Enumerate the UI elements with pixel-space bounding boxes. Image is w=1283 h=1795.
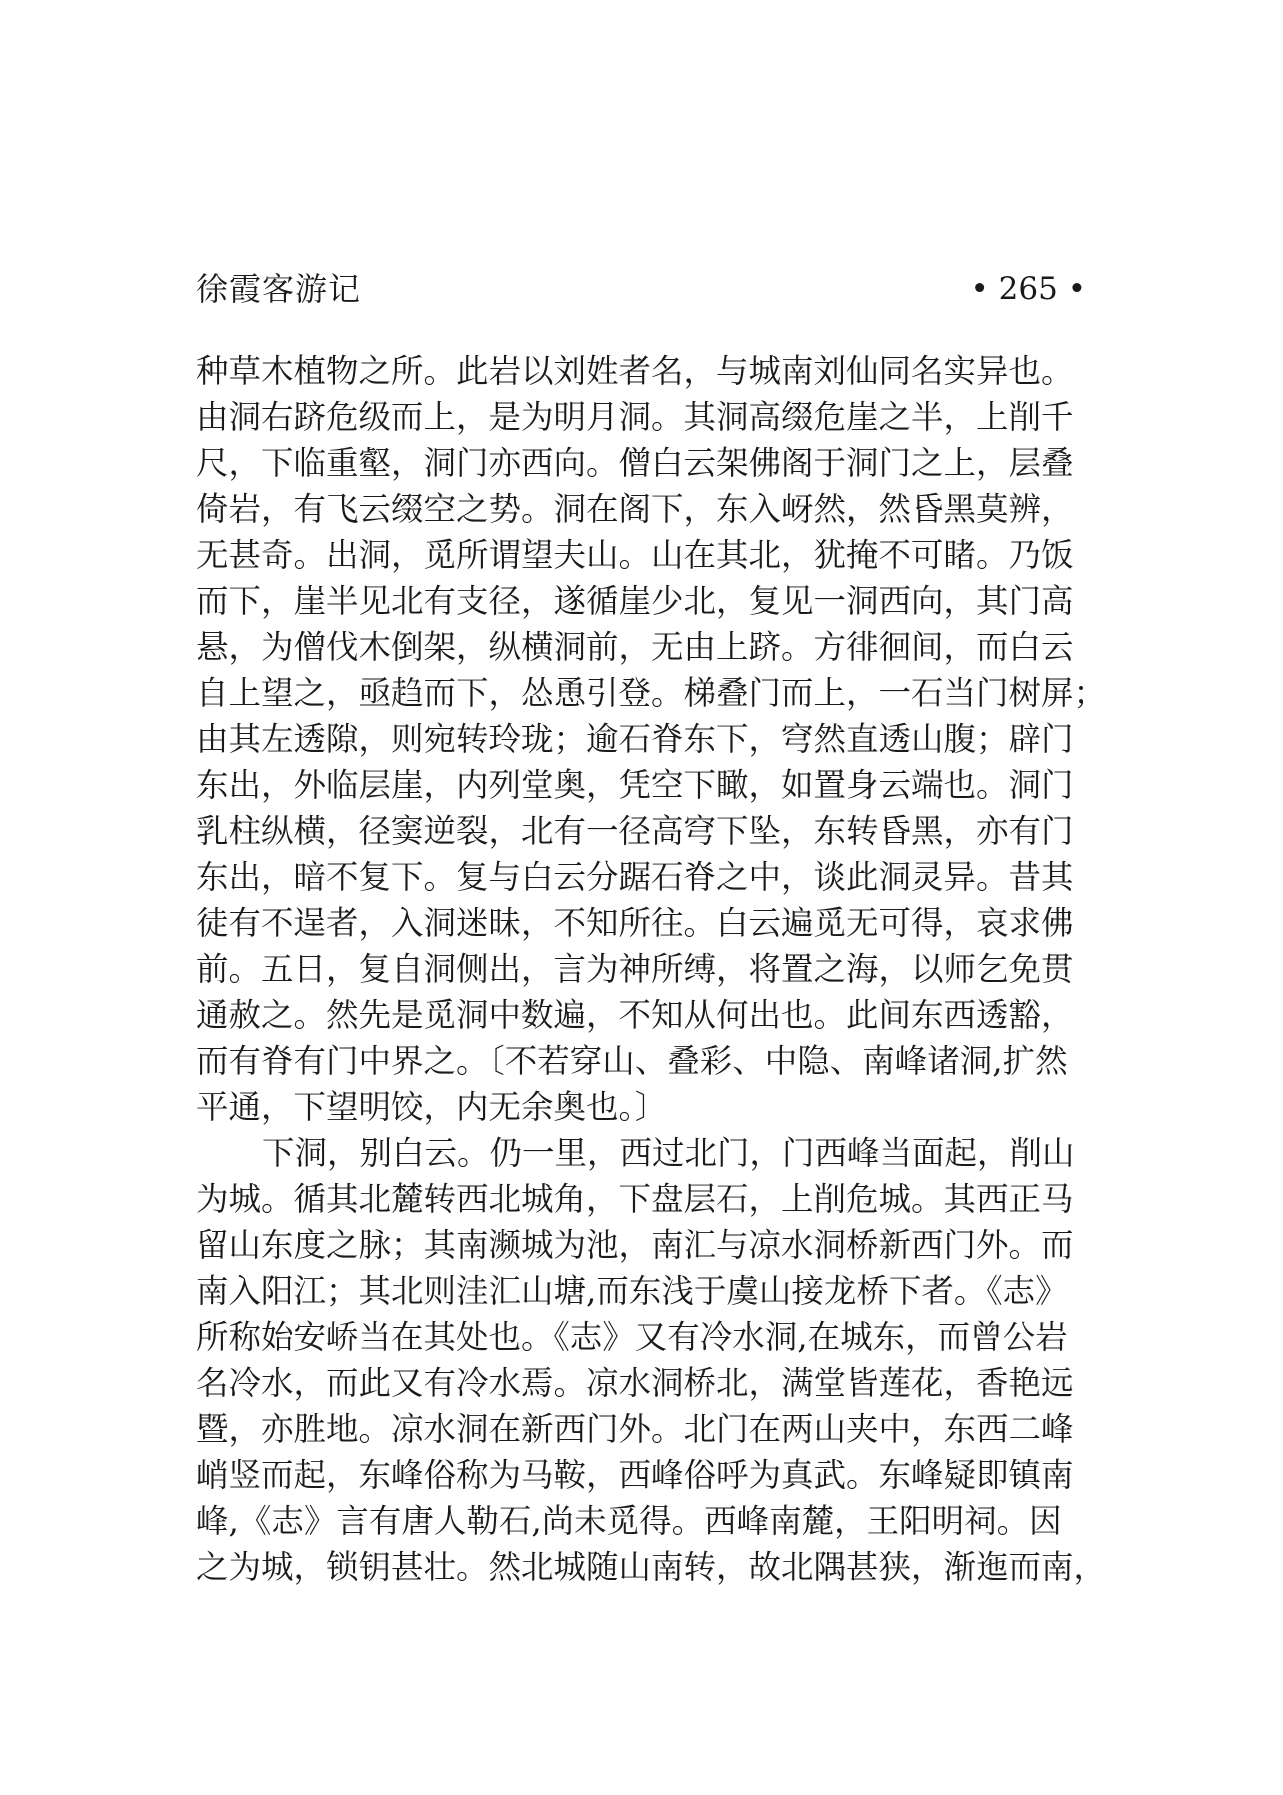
text-line: 峭竖而起，东峰俗称为马鞍，西峰俗呼为真武。东峰疑即镇南 (196, 1456, 1074, 1494)
running-head (196, 264, 1086, 314)
text-line: 尺，下临重壑，洞门亦西向。僧白云架佛阁于洞门之上，层叠 (196, 444, 1074, 482)
text-line: 峰,《志》言有唐人勒石,尚未觅得。西峰南麓，王阳明祠。因 (196, 1502, 1062, 1540)
text-line: 名冷水，而此又有冷水焉。凉水洞桥北，满堂皆莲花，香艳远 (196, 1364, 1074, 1402)
text-line: 所称始安峤当在其处也。《志》又有冷水洞,在城东，而曾公岩 (196, 1318, 1068, 1356)
text-line: 种草木植物之所。此岩以刘姓者名，与城南刘仙同名实异也。 (196, 352, 1074, 390)
text-line: 平通，下望明饺，内无余奥也。〕 (196, 1088, 668, 1126)
text-line: 无甚奇。出洞，觅所谓望夫山。山在其北，犹掩不可睹。乃饭 (196, 536, 1074, 574)
text-line: 留山东度之脉；其南濒城为池，南汇与凉水洞桥新西门外。而 (196, 1226, 1074, 1264)
text-line: 而下，崖半见北有支径，遂循崖少北，复见一洞西向，其门高 (196, 582, 1074, 620)
book-title: 徐霞客游记 (196, 270, 362, 308)
paragraph-first-line: 下洞，别白云。仍一里，西过北门，门西峰当面起，削山 (262, 1134, 1075, 1172)
text-line: 暨，亦胜地。凉水洞在新西门外。北门在两山夹中，东西二峰 (196, 1410, 1074, 1448)
page-number: • 265 • (970, 271, 1086, 307)
text-line: 由其左透隙，则宛转玲珑；逾石脊东下，穹然直透山腹；辟门 (196, 720, 1074, 758)
text-line: 东出，外临层崖，内列堂奥，凭空下瞰，如置身云端也。洞门 (196, 766, 1074, 804)
text-line: 之为城，锁钥甚壮。然北城随山南转，故北隅甚狭，渐迤而南， (196, 1548, 1107, 1586)
text-line: 悬，为僧伐木倒架，纵横洞前，无由上跻。方徘徊间，而白云 (196, 628, 1074, 666)
text-line: 前。五日，复自洞侧出，言为神所缚，将置之海，以师乞免贯 (196, 950, 1074, 988)
text-line: 徒有不逞者，入洞迷昧，不知所往。白云遍觅无可得，哀求佛 (196, 904, 1074, 942)
text-line: 倚岩，有飞云缀空之势。洞在阁下，东入岈然，然昏黑莫辨， (196, 490, 1074, 528)
body-text (196, 348, 1107, 1590)
text-line: 而有脊有门中界之。〔不若穿山、叠彩、中隐、南峰诸洞,扩然 (196, 1042, 1068, 1080)
text-line: 由洞右跻危级而上，是为明月洞。其洞高缀危崖之半，上削千 (196, 398, 1074, 436)
text-line: 为城。循其北麓转西北城角，下盘层石，上削危城。其西正马 (196, 1180, 1074, 1218)
text-line: 东出，暗不复下。复与白云分踞石脊之中，谈此洞灵异。昔其 (196, 858, 1074, 896)
text-line: 通赦之。然先是觅洞中数遍，不知从何出也。此间东西透豁， (196, 996, 1074, 1034)
text-line: 乳柱纵横，径窦逆裂，北有一径高穹下坠，东转昏黑，亦有门 (196, 812, 1074, 850)
text-line: 南入阳江；其北则洼汇山塘,而东浅于虞山接龙桥下者。《志》 (196, 1272, 1068, 1310)
text-line: 自上望之，亟趋而下，怂恿引登。梯叠门而上，一石当门树屏； (196, 674, 1107, 712)
